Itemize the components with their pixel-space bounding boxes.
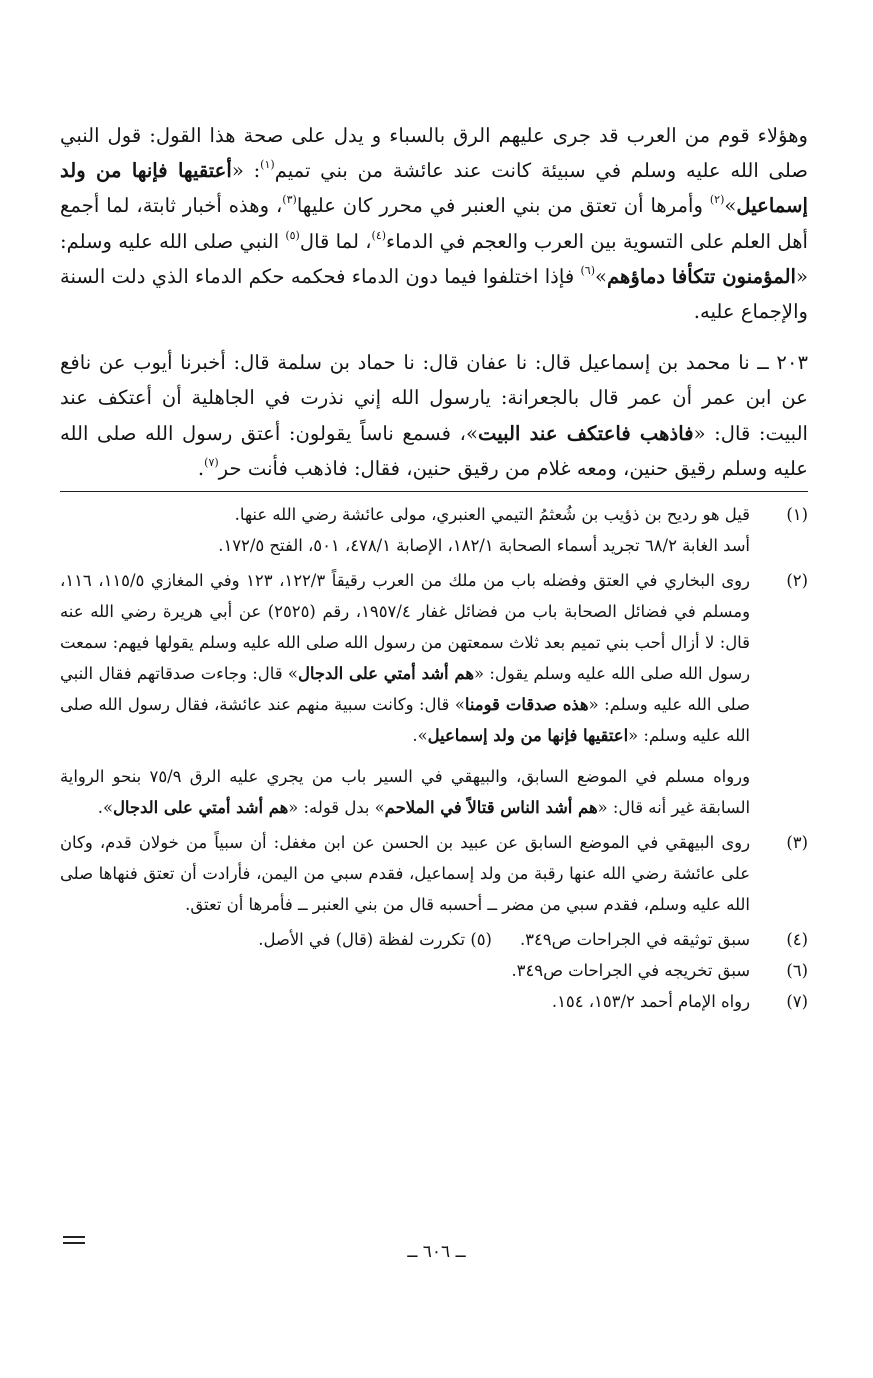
footnote-number: (٤) [786, 930, 808, 950]
text-span: . [197, 456, 205, 480]
text-span: ». [412, 726, 428, 746]
footnote-2 [60, 565, 808, 823]
main-paragraph-2 [60, 345, 808, 486]
footnote-number: (٦) [786, 961, 808, 981]
main-paragraph-1 [60, 118, 808, 329]
footnote-ref[interactable]: (٧) [204, 455, 219, 469]
hadith-quote: المؤمنون تتكأفا دماؤهم [607, 264, 796, 288]
footnote-number: (٢) [786, 571, 808, 591]
hadith-quote: أعتقيها فإنها من ولد إسماعيل [60, 159, 808, 218]
text-span: روى البخاري في العتق وفضله باب من ملك من العرب رقيقاً ١٢٢/٣، ١٢٣ وفي المغازي ١١٥/٥، ١١٦، ومسلم في فضائل الصحابة باب من فضائل غفار ١٩٥٧/٤، رقم (٢٥٢٥) عن أبي هريرة رضي الله عنه قال: لا أزال أحب بني تميم بعد ثلاث سمعتهن من رسول الله صلى الله عليه وسلم يقولها فيهم: سمعت رسول الله صلى الله عليه وسلم يقول: « [60, 571, 750, 684]
hadith-quote: فاذهب فاعتكف عند البيت [477, 421, 694, 445]
page-number: ــ ٦٠٦ ــ [407, 1242, 466, 1262]
text-span: » بدل قوله: « [288, 798, 385, 818]
footnote-paragraph [60, 565, 750, 751]
hadith-quote: هم أشد أمتي على الدجال [113, 798, 289, 818]
text-span: ». [97, 798, 114, 818]
text-span: » [724, 194, 737, 218]
footnote-paragraph: روى البيهقي في الموضع السابق عن عبيد بن الحسن عن ابن مغفل: أن سبياً من خولان قدم، وكان على عائشة رضي الله عنها رقبة من ولد إسماعيل، فقدم سبي من اليمن، فأرادت أن تعتق فنهاها صلى الله عليه وسلم، فقدم سبي من مضر ــ أحسبه قال من بني العنبر ــ فأمرها أن تعتق. [60, 833, 750, 915]
footnote-ref[interactable]: (٥) [285, 228, 300, 242]
text-span: ٢٠٣ ــ نا محمد بن إسماعيل قال: نا عفان قال: نا حماد بن سلمة قال: أخبرنا أيوب عن نافع عن ابن عمر أن عمر قال بالجعرانة: يارسول الله إني نذرت في الجاهلية أن أعتكف عند البيت: قال: « [60, 351, 808, 445]
text-span: وهؤلاء قوم من العرب قد جرى عليهم الرق بالسباء و يدل على صحة هذا القول: قول النبي صلى الله عليه وسلم في سبيئة كانت عند عائشة من بني تميم [60, 124, 808, 183]
hadith-quote: اعتقيها فإنها من ولد إسماعيل [427, 726, 629, 746]
footnote-paragraph [60, 761, 750, 823]
footnote-ref[interactable]: (٣) [282, 193, 297, 207]
text-span: »، فسمع ناساً يقولون: أعتق رسول الله صلى الله عليه وسلم رقيق حنين، ومعه غلام من رقيق حنين، فقال: فاذهب فأنت حر [60, 421, 808, 480]
hadith-quote: هم أشد الناس قتالاً في الملاحم [384, 798, 598, 818]
footnote-ref[interactable]: (١) [260, 158, 275, 172]
text-span: » قال: وكانت سبية منهم عند عائشة، فقال رسول الله صلى الله عليه وسلم: « [60, 695, 750, 746]
footnote-7 [60, 986, 808, 1017]
footnote-line: سبق توثيقه في الجراحات ص٣٤٩. [519, 930, 750, 950]
text-span: فإذا اختلفوا فيما دون الدماء فحكمه حكم الدماء الذي دلت السنة والإجماع عليه. [60, 264, 808, 324]
footnote-number: (٧) [786, 992, 808, 1012]
footnote-separator [60, 491, 808, 492]
page-body [60, 118, 808, 1017]
footnote-ref[interactable]: (٦) [580, 263, 596, 277]
footnote-ref[interactable]: (٢) [709, 193, 725, 207]
footnote-1 [60, 499, 808, 561]
hadith-quote: هم أشد أمتي على الدجال [297, 664, 474, 684]
footnote-line: رواه الإمام أحمد ١٥٣/٢، ١٥٤. [551, 992, 750, 1012]
text-span: النبي صلى الله عليه وسلم: « [60, 229, 808, 288]
footnote-6 [60, 955, 808, 986]
footnote-number: (٣) [786, 833, 808, 853]
hadith-quote: هذه صدقات قومنا [464, 695, 589, 715]
footnote-number: (٥) [470, 930, 492, 950]
text-span: ، وهذه أخبار ثابتة، لما أجمع أهل العلم على التسوية بين العرب والعجم في الدماء [60, 194, 808, 253]
footnote-number: (١) [786, 505, 808, 525]
footnote-4-5 [60, 924, 808, 955]
footnote-line: تكررت لفظة (قال) في الأصل. [258, 930, 466, 950]
footnote-line: سبق تخريجه في الجراحات ص٣٤٩. [511, 961, 750, 981]
footnote-3 [60, 827, 808, 920]
text-span: : « [231, 159, 261, 183]
text-span: » [595, 264, 608, 288]
text-span: ورواه مسلم في الموضع السابق، والبيهقي في السير باب من يجري عليه الرق ٧٥/٩ بنحو الرواية السابقة غير أنه قال: « [60, 767, 750, 818]
footnote-line: أسد الغابة ٦٨/٢ تجريد أسماء الصحابة ١٨٢/١، الإصابة ٤٧٨/١، ٥٠١، الفتح ١٧٢/٥. [218, 536, 750, 556]
footnote-ref[interactable]: (٤) [371, 228, 387, 242]
text-span: وأمرها أن تعتق من بني العنبر في محرر كان عليها [296, 194, 710, 218]
footnote-line: قيل هو رديح بن ذؤيب بن شُعثمُ التيمي العنبري، مولى عائشة رضي الله عنها. [234, 505, 750, 525]
text-span: ، لما قال [299, 229, 372, 253]
text-span: » قال: وجاءت صدقاتهم فقال النبي صلى الله عليه وسلم: « [60, 664, 750, 715]
